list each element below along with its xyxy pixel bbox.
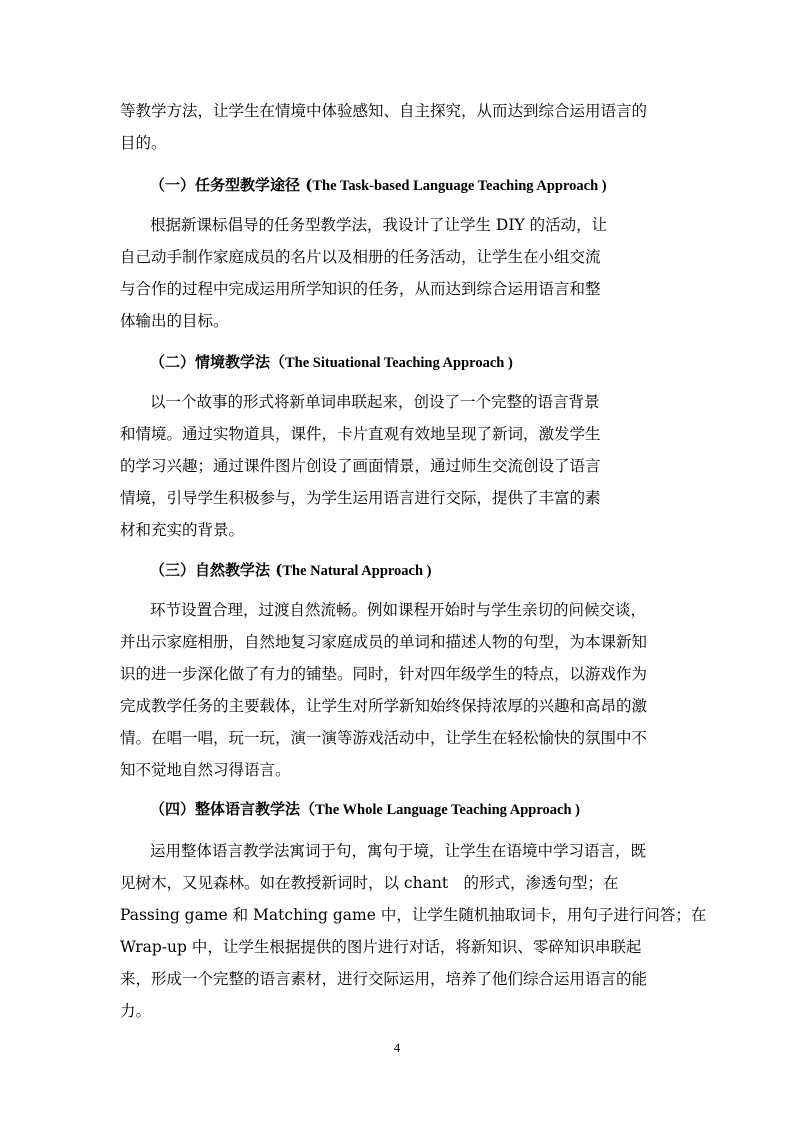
text-line: 情境，引导学生积极参与，为学生运用语言进行交际，提供了丰富的素 [120,489,601,507]
heading-en: The Situational Teaching Approach ) [285,355,513,371]
text-line: 等教学方法，让学生在情境中体验感知、自主探究，从而达到综合运用语言的 [120,102,648,120]
heading-cn: （一）任务型教学途径 ( [150,176,313,194]
text-line: 见树木，又见森林。如在教授新词时，以 chant 的形式，渗透句型；在 [120,874,619,892]
text-line: 材和充实的背景。 [120,521,245,539]
text-line: 情。在唱一唱，玩一玩，演一演等游戏活动中，让学生在轻松愉快的氛围中不 [120,729,648,747]
text-line: 运用整体语言教学法寓词于句，寓句于境，让学生在语境中学习语言，既 [150,842,647,860]
text-line: 环节设置合理，过渡自然流畅。例如课程开始时与学生亲切的问候交谈， [150,601,647,619]
text-line: 以一个故事的形式将新单词串联起来，创设了一个完整的语言背景 [150,393,600,411]
text-line: 知不觉地自然习得语言。 [120,761,291,779]
text-line: Passing game 和 Matching game 中，让学生随机抽取词卡，用句子进行问答；在 [120,906,707,924]
text-line: 目的。 [120,134,167,152]
text-line: 自己动手制作家庭成员的名片以及相册的任务活动，让学生在小组交流 [120,248,601,266]
text-line: Wrap-up 中，让学生根据提供的图片进行对话，将新知识、零碎知识串联起 [120,938,642,956]
heading-cn: （四）整体语言教学法（ [150,800,316,818]
text-line: 力。 [120,1002,152,1020]
section-heading-4 [150,798,580,821]
text-line: 的学习兴趣；通过课件图片创设了画面情景，通过师生交流创设了语言 [120,457,601,475]
heading-en: The Natural Approach ) [282,563,432,579]
heading-cn: （二）情境教学法（ [150,353,286,371]
section-heading-1 [150,174,607,197]
text-line: 根据新课标倡导的任务型教学法，我设计了让学生 DIY 的活动，让 [150,216,608,234]
heading-cn: （三）自然教学法 ( [150,561,283,579]
text-line: 完成教学任务的主要载体，让学生对所学新知始终保持浓厚的兴趣和高昂的激 [120,697,648,715]
text-line: 并出示家庭相册，自然地复习家庭成员的单词和描述人物的句型，为本课新知 [120,633,648,651]
heading-en: The Whole Language Teaching Approach ) [315,802,580,818]
text-line: 识的进一步深化做了有力的铺垫。同时，针对四年级学生的特点，以游戏作为 [120,665,648,683]
text-line: 来，形成一个完整的语言素材，进行交际运用，培养了他们综合运用语言的能 [120,970,648,988]
heading-en: The Task-based Language Teaching Approach ) [312,178,607,194]
section-heading-2 [150,351,513,374]
text-line: 体输出的目标。 [120,312,229,330]
page-number: 4 [393,1040,401,1055]
text-line: 和情境。通过实物道具，课件，卡片直观有效地呈现了新词，激发学生 [120,425,601,443]
section-heading-3 [150,559,432,582]
text-line: 与合作的过程中完成运用所学知识的任务，从而达到综合运用语言和整 [120,280,601,298]
